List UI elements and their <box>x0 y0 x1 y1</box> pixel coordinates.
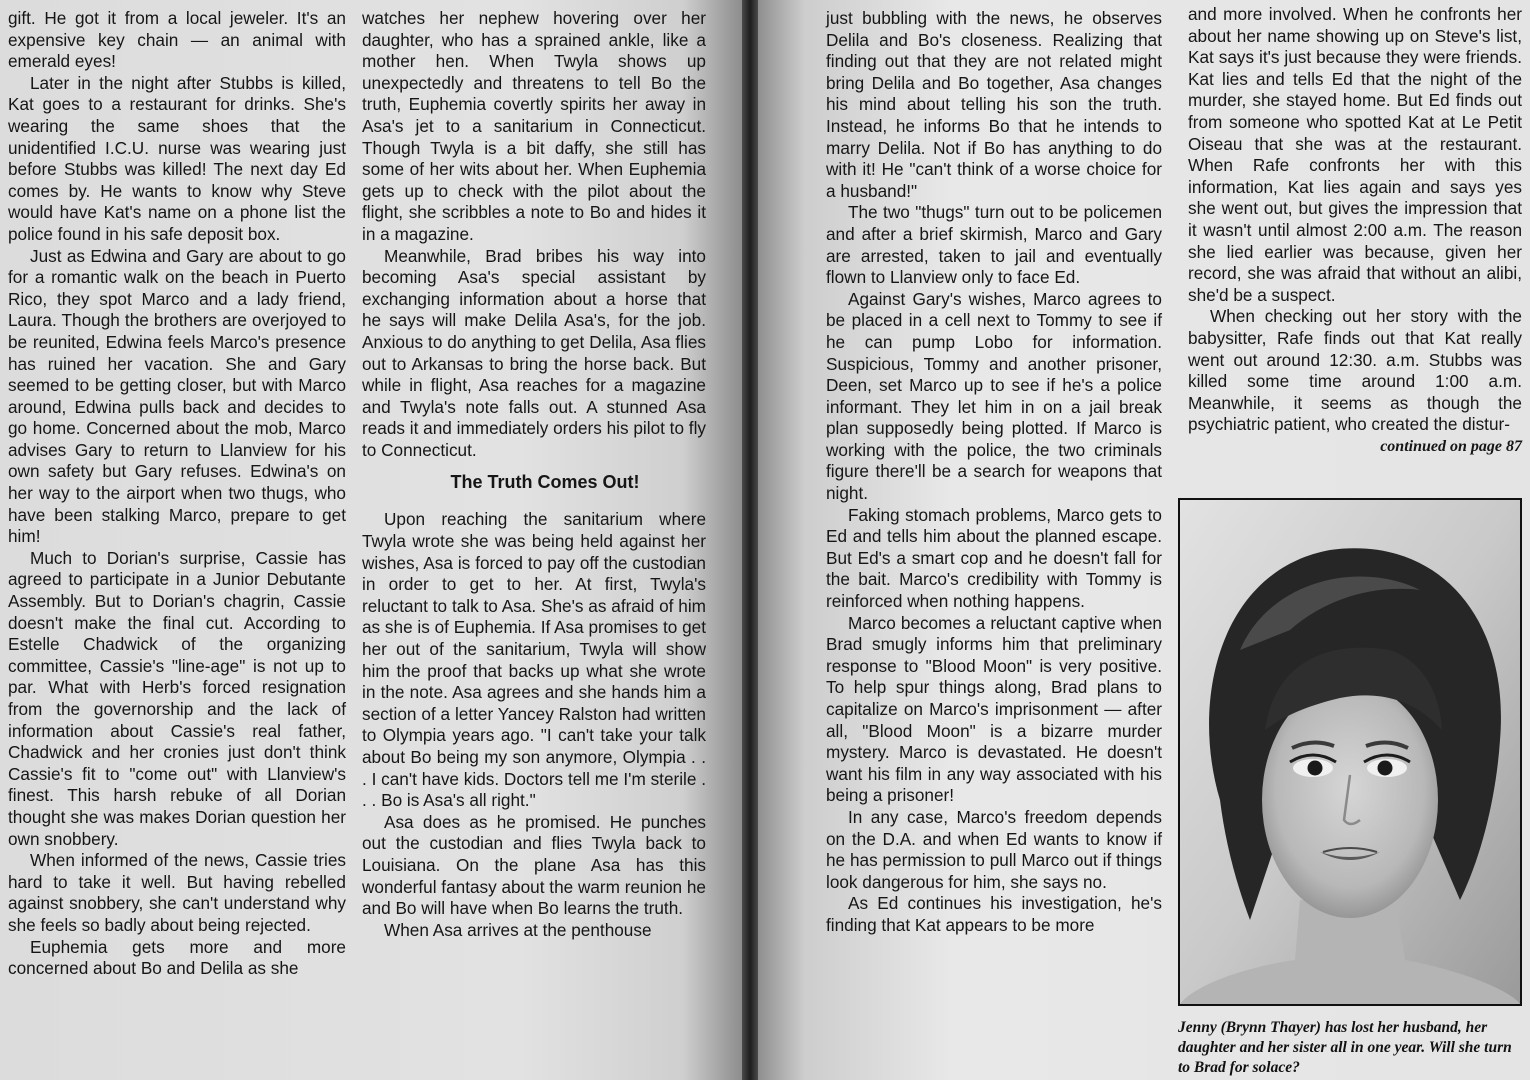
paragraph: Asa does as he promised. He punches out the custodian and flies Twyla back to Louisiana. On the plane Asa has this wonderful fantasy about the warm reunion he and Bo will have when Bo learns the truth. <box>362 811 706 919</box>
paragraph: Just as Edwina and Gary are about to go for a romantic walk on the beach in Puerto Rico, they spot Marco and a lady friend, Laura. Though the brothers are overjoyed to be reunited, Edwina feels Marco's presence has ruined her vacation. She and Gary seemed to be getting closer, but with Marco around, Edwina pulls back and decides to go home. Concerned about the mob, Marco advises Gary to return to Llanview for his own safety but Gary refuses. Edwina's on her way to the airport when two thugs, who have been stalking Marco, prepare to get him! <box>8 245 346 547</box>
paragraph: Against Gary's wishes, Marco agrees to be placed in a cell next to Tommy to see if he can pump Lobo for information. Suspicious, Tommy and another prisoner, Deen, set Marco up to see if he's a police informant. They let him in on a jail break plan supposedly being plotted. If Marco is working with the police, the two criminals figure there'll be a search for weapons that night. <box>826 288 1162 504</box>
column-4 <box>1188 4 1522 457</box>
paragraph: When checking out her story with the babysitter, Rafe finds out that Kat really went out around 12:30. a.m. Stubbs was killed some time around 1:00 a.m. Meanwhile, it seems as though the psychiatric patient, who created the distur- <box>1188 306 1522 435</box>
right-page <box>758 0 1530 1080</box>
paragraph: Meanwhile, Brad bribes his way into becoming Asa's special assistant by exchanging information about a horse that he says will make Delila Asa's, for the job. Anxious to do anything to get Delila, Asa flies out to Arkansas to bring the horse back. But while in flight, Asa reaches for a magazine and Twyla's note falls out. A stunned Asa reads it and immediately orders his pilot to fly to Connecticut. <box>362 245 706 460</box>
paragraph: and more involved. When he confronts her about her name showing up on Steve's list, Kat says it's just because they were friends. Kat lies and tells Ed that the night of the murder, she stayed home. But Ed finds out from someone who spotted Kat at Le Petit Oiseau that she was at the restaurant. When Rafe confronts her with this information, Kat lies again and says yes she went out, but gives the impression that it wasn't until almost 2:00 a.m. The reason she lied earlier was because, given her record, she was afraid that without an alibi, she'd be a suspect. <box>1188 4 1522 305</box>
paragraph: Marco becomes a reluctant captive when Brad smugly informs him that preliminary response to "Blood Moon" is very positive. To help spur things along, Brad plans to capitalize on Marco's imprisonment — after all, "Blood Moon" is a bizarre murder mystery. Marco is devastated. He doesn't want his film in any way associated with his being a prisoner! <box>826 612 1162 806</box>
paragraph: When Asa arrives at the penthouse <box>384 919 652 940</box>
paragraph: Later in the night after Stubbs is killed, Kat goes to a restaurant for drinks. She's wearing the same shoes that the unidentified I.C.U. nurse was wearing just before Stubbs was killed! The next day Ed comes by. He wants to know why Steve would have Kat's name on a phone list the police found in his safe deposit box. <box>8 72 346 244</box>
paragraph: As Ed continues his investigation, he's finding that Kat appears to be more <box>826 893 1162 935</box>
continued-note: continued on page 87 <box>1380 437 1522 455</box>
column-3 <box>826 8 1162 937</box>
left-page <box>0 0 742 1080</box>
paragraph: just bubbling with the news, he observes Delila and Bo's closeness. Realizing that finding out that they are not related might bring Delila and Bo together, Asa changes his mind about telling his son the truth. Instead, he informs Bo that he intends to marry Delila. Not if Bo has anything to do with it! He "can't think of a worse choice for a husband!" <box>826 8 1162 201</box>
paragraph: Upon reaching the sanitarium where Twyla wrote she was being held against her wishes, Asa is forced to pay off the custodian in order to get to her. At first, Twyla's reluctant to talk to Asa. She's as afraid of him as she is of Euphemia. If Asa promises to get her out of the sanitarium, Twyla will show him the proof that backs up what she wrote in the note. Asa agrees and she hands him a section of a letter Yancey Ralston had written to Olympia years ago. "I can't take your talk about Bo being my son anymore, Olympia . . . I can't have kids. Doctors tell me I'm sterile . . . Bo is Asa's all right." <box>362 509 706 811</box>
photo-caption: Jenny (Brynn Thayer) has lost her husband, her daughter and her sister all in one year. Will she turn to Brad for solace? <box>1178 1019 1512 1076</box>
column-2 <box>362 8 706 941</box>
portrait-photo <box>1178 498 1522 1006</box>
paragraph: When informed of the news, Cassie tries hard to take it well. But having rebelled against snobbery, she can't understand why she feels so badly about being rejected. <box>8 850 346 935</box>
paragraph: Euphemia gets more and more concerned about Bo and Delila as she <box>8 936 346 979</box>
page-gutter <box>742 0 758 1080</box>
paragraph: gift. He got it from a local jeweler. It's an expensive key chain — an animal with emerald eyes! <box>8 8 346 72</box>
paragraph: In any case, Marco's freedom depends on the D.A. and when Ed wants to know if he has permission to pull Marco out if things look dangerous for him, she says no. <box>826 806 1162 892</box>
paragraph: Much to Dorian's surprise, Cassie has agreed to participate in a Junior Debutante Assembly. But to Dorian's chagrin, Cassie doesn't make the final cut. According to Estelle Chadwick of the organizing committee, Cassie's "line-age" is not up to par. What with Herb's forced resignation from the governorship and the lack of information about Cassie's real father, Chadwick and her cronies just don't think Cassie's fit to "come out" with Llanview's finest. This harsh rebuke of all Dorian thought she was makes Dorian question her own snobbery. <box>8 547 346 849</box>
column-1 <box>8 8 346 980</box>
paragraph: Faking stomach problems, Marco gets to Ed and tells him about the planned escape. But Ed's a smart cop and he doesn't fall for the bait. Marco's credibility with Tommy is reinforced when nothing happens. <box>826 504 1162 612</box>
section-subhead: The Truth Comes Out! <box>450 472 640 493</box>
paragraph: The two "thugs" turn out to be policemen and after a brief skirmish, Marco and Gary are arrested, taken to jail and eventually flown to Llanview only to face Ed. <box>826 202 1162 288</box>
paragraph: watches her nephew hovering over her daughter, who has a sprained ankle, like a mother hen. When Twyla shows up unexpectedly and threatens to tell Bo the truth, Euphemia covertly spirits her away in Asa's jet to a sanitarium in Connecticut. Though Twyla is a bit daffy, she still has some of her wits about her. When Euphemia gets up to check with the pilot about the flight, she scribbles a note to Bo and hides it in a magazine. <box>362 8 706 244</box>
